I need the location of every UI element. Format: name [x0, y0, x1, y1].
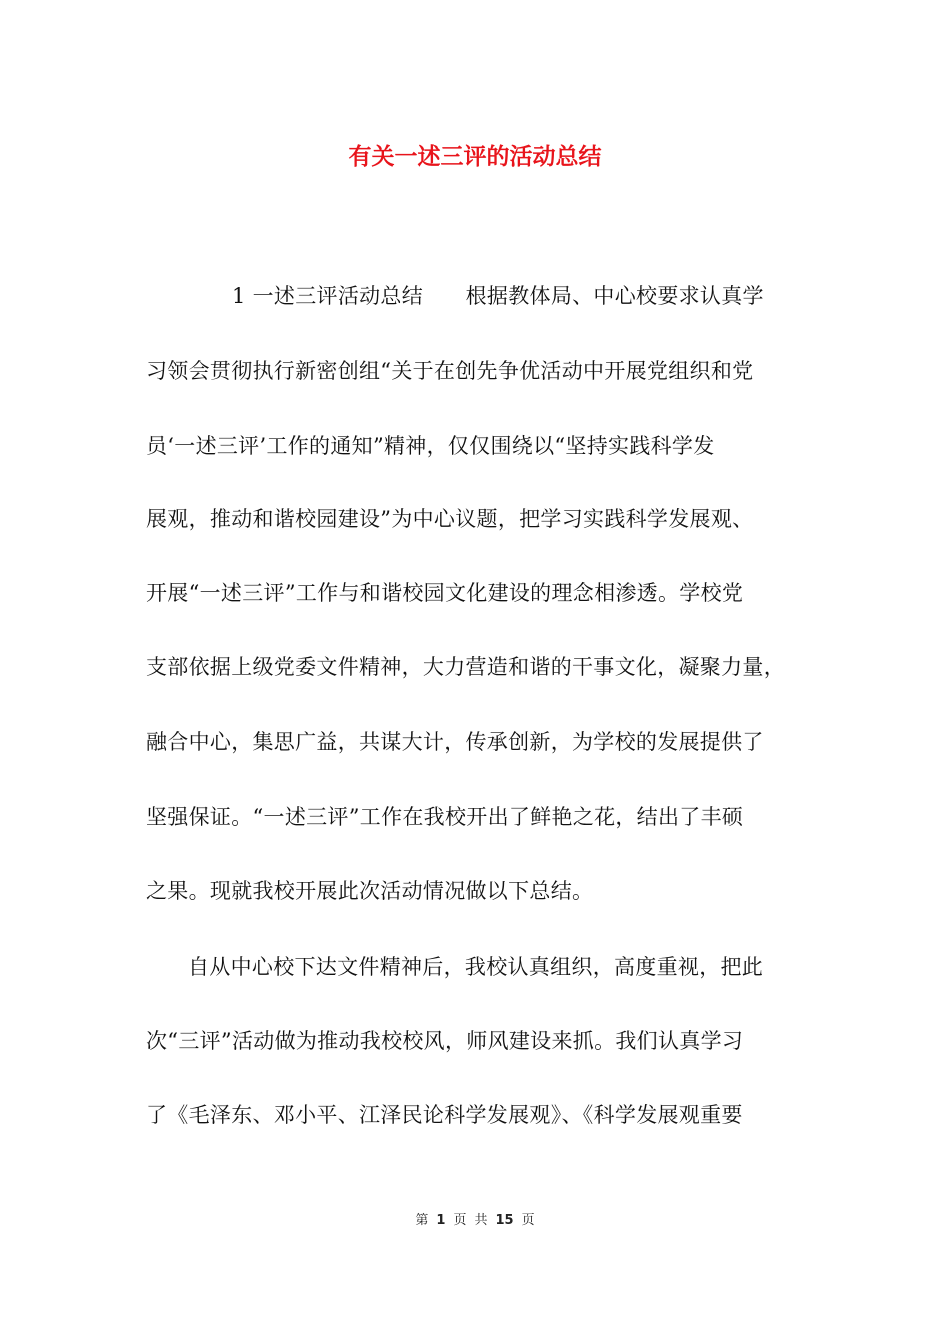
body-line: 次“三评”活动做为推动我校校风，师风建设来抓。我们认真学习	[146, 1029, 744, 1053]
footer-page-number: 1	[436, 1213, 446, 1228]
body-line: 开展“一述三评”工作与和谐校园文化建设的理念相渗透。学校党	[146, 581, 744, 605]
body-line: 支部依据上级党委文件精神，大力营造和谐的干事文化，凝聚力量，	[146, 655, 785, 679]
footer-prefix: 第	[415, 1213, 429, 1228]
footer-total-label: 共	[474, 1213, 488, 1228]
body-line: 自从中心校下达文件精神后，我校认真组织，高度重视，把此	[188, 955, 764, 979]
body-line: 坚强保证。“一述三评”工作在我校开出了鲜艳之花，结出了丰硕	[146, 805, 744, 829]
body-line: 了《毛泽东、邓小平、江泽民论科学发展观》、《科学发展观重要	[146, 1103, 743, 1127]
body-line: 员‘一述三评’工作的通知”精神，仅仅围绕以“坚持实践科学发	[146, 434, 715, 458]
body-line: 之果。现就我校开展此次活动情况做以下总结。	[146, 879, 594, 903]
body-line: 1 一述三评活动总结 根据教体局、中心校要求认真学	[232, 284, 764, 308]
body-line: 融合中心，集思广益，共谋大计，传承创新，为学校的发展提供了	[146, 730, 764, 754]
page-title: 有关一述三评的活动总结	[348, 144, 602, 170]
footer-suffix: 页	[521, 1213, 535, 1228]
footer-total-pages: 15	[495, 1213, 514, 1228]
footer-page-label: 页	[453, 1213, 467, 1228]
body-line: 展观，推动和谐校园建设”为中心议题，把学习实践科学发展观、	[146, 507, 754, 531]
body-line: 习领会贯彻执行新密创组“关于在创先争优活动中开展党组织和党	[146, 359, 754, 383]
page-footer	[0, 1209, 950, 1228]
